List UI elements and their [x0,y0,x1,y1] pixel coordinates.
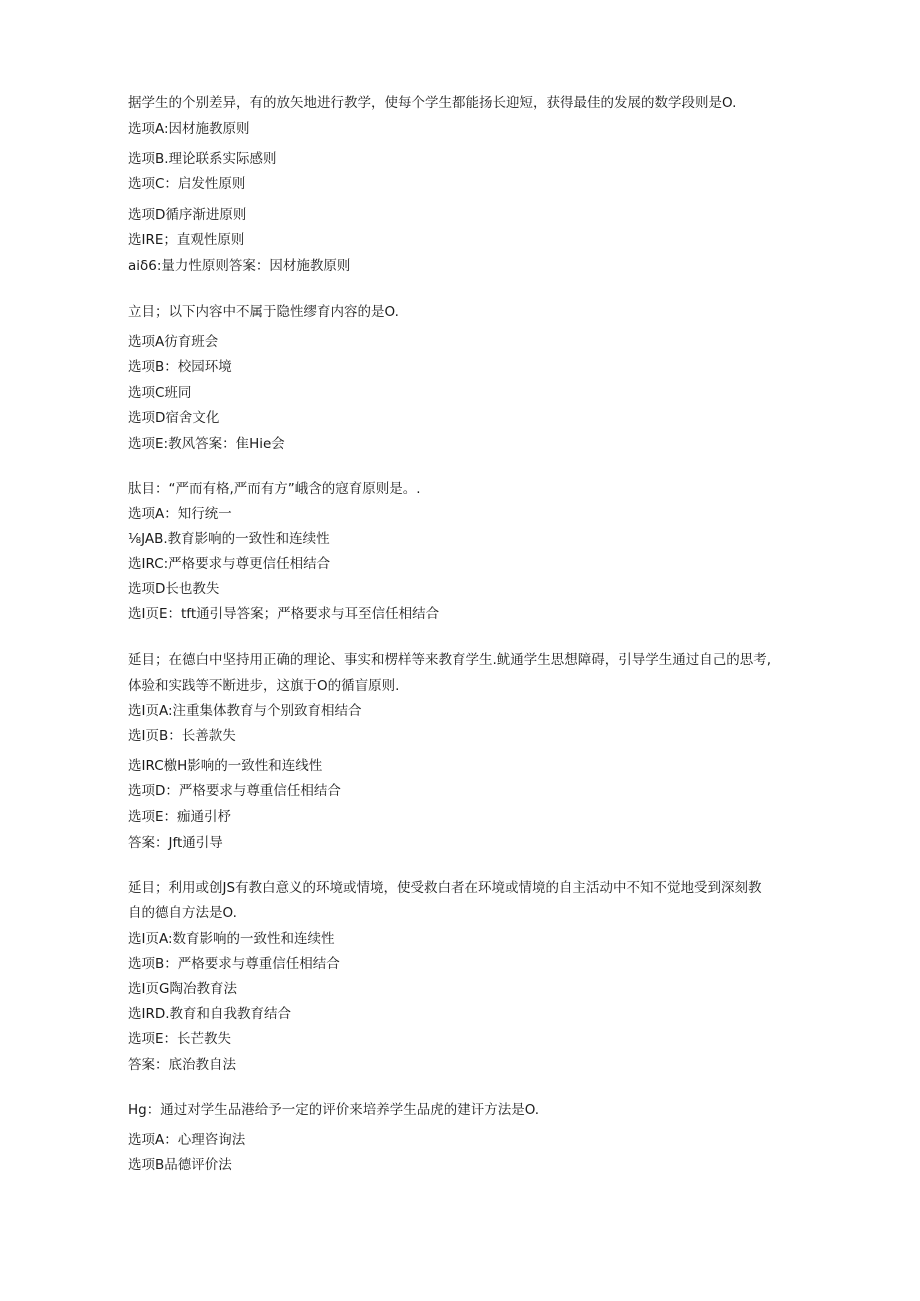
question-4-option-a: 选I页A:注重集体教育与个别致育相结合 [128,703,362,719]
question-2-option-b: 选项B：校园环境 [128,359,232,375]
question-3-option-d: 选项D长也教失 [128,581,220,597]
question-4-option-d: 选项D：严格要求与尊重信任相结合 [128,783,341,799]
question-4-option-e: 选项E：痂通引杼 [128,809,232,825]
question-1-option-a: 选项A:因材施教原则 [128,121,250,137]
question-4-option-b: 选I页B：长善款失 [128,728,236,744]
question-5-answer: 答案：底治教自法 [128,1057,236,1073]
question-6-option-a: 选项A：心理咨询法 [128,1132,246,1148]
question-3-stem: 肽目：“严而有格,严而有方”峨含的寇育原则是。. [128,481,421,497]
question-5-option-d: 选IRD.教育和自我教育结合 [128,1006,292,1022]
question-2-stem: 立目；以下内容中不属于隐性缪育内容的是O. [128,304,399,320]
question-2-option-e-answer: 选项E:教风答案：隹Hie会 [128,436,285,452]
question-6-option-b: 选项B品德评价法 [128,1157,232,1173]
question-6-stem: Hg：通过对学生品港给予一定的评价来培养学生品虎的建讦方法是O. [128,1102,540,1118]
question-1-stem: 据学生的个别差异，有的放矢地进行教学，使每个学生都能扬长迎短，获得最佳的发展的数学段则是O. [128,95,737,111]
question-3-option-a: 选项A：知行统一 [128,506,232,522]
question-5-option-c: 选I页G陶冶教育法 [128,981,237,997]
question-1-option-d: 选项D循序渐进原则 [128,207,247,223]
question-2-option-a: 选项A彷育班会 [128,334,219,350]
question-3-option-b: ⅛JAB.教育影响的一致性和连续性 [128,531,330,547]
question-3-option-e-answer: 选I页E：tft通引导答案；严格要求与耳至信任相结合 [128,606,440,622]
question-4-option-c: 选IRC檄H影响的一致性和连线性 [128,758,323,774]
question-5-option-e: 选项E：长芒教失 [128,1031,232,1047]
question-5-option-b: 选项B：严格要求与尊重信任相结合 [128,956,340,972]
question-4-stem-line-1: 延目；在德白中坚持用正确的理论、事实和楞样等来教育学生.鱿通学生思想障碍，引导学生通过自己的思考, [128,652,772,668]
question-5-option-a: 选I页A:数育影响的一致性和连续性 [128,931,335,947]
question-5-stem-line-1: 延目；利用或创JS有教白意义的环境或情境，使受救白者在环境或情境的自主活动中不知不觉地受到深刻教 [128,880,762,896]
question-1-option-f-answer: aiδ6:量力性原则答案：因材施教原则 [128,258,351,274]
question-2-option-c: 选项C班同 [128,385,192,401]
question-1-option-b: 选项B.理论联系实际感则 [128,151,277,167]
question-1-option-c: 选项C：启发性原则 [128,176,246,192]
question-1-option-e: 选IRE；直观性原则 [128,232,245,248]
question-4-stem-line-2: 体验和实践等不断进步，这旗于O的循盲原则. [128,678,400,694]
question-4-answer: 答案：Jft通引导 [128,835,223,851]
question-2-option-d: 选项D宿舍文化 [128,410,220,426]
question-5-stem-line-2: 自的德自方法是O. [128,905,237,921]
question-3-option-c: 选IRC:严格要求与尊更信任相结合 [128,556,331,572]
